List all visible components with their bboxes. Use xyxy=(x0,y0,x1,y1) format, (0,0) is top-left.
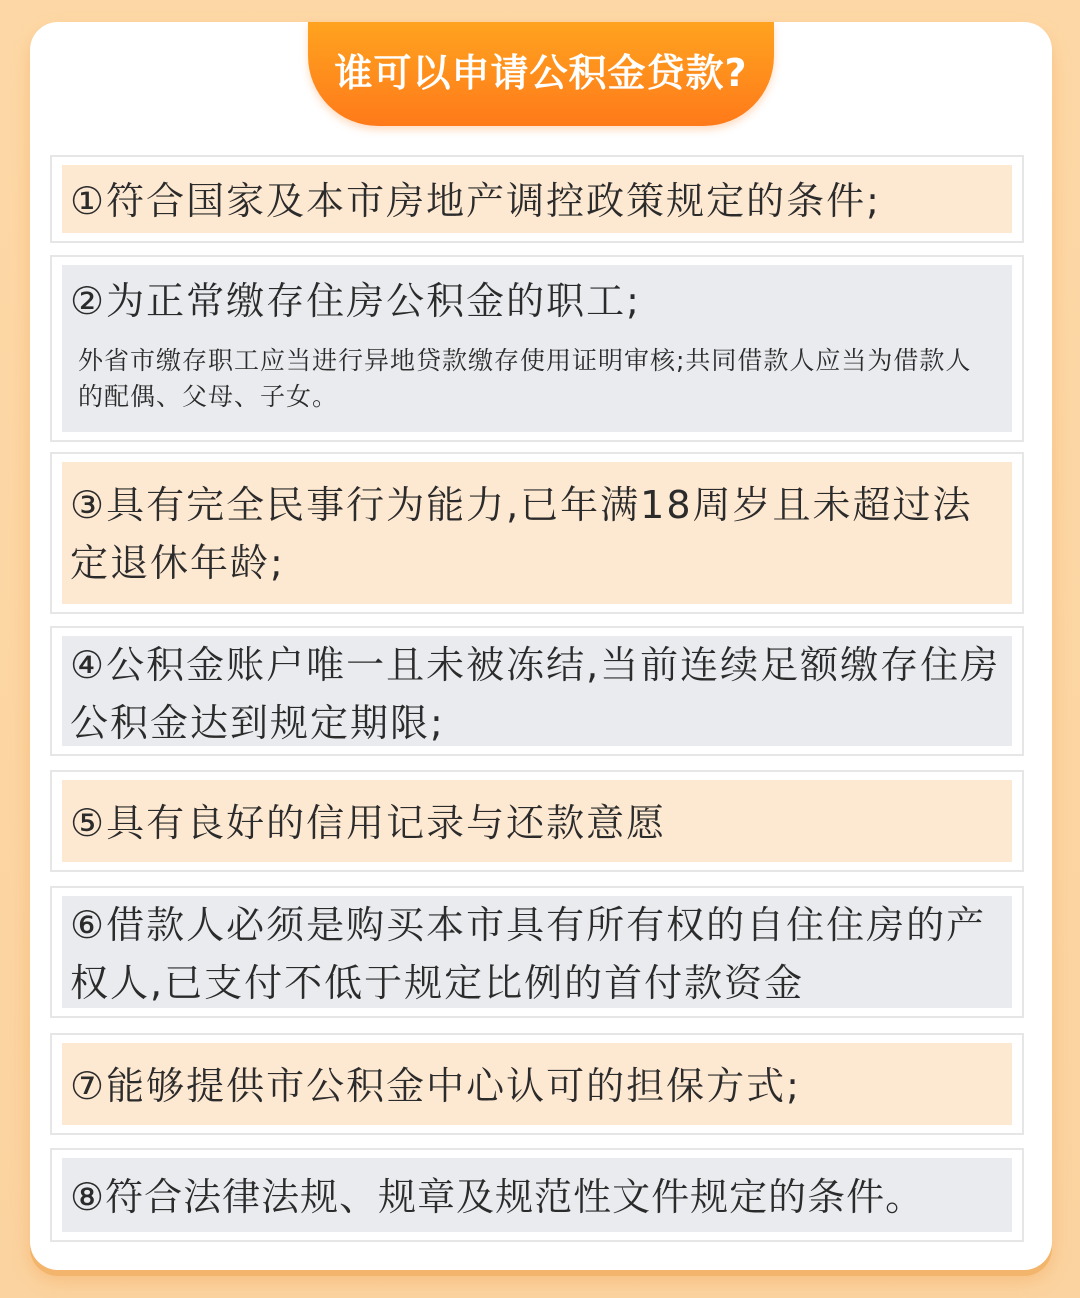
list-item-6 xyxy=(50,886,1024,1018)
list-item-1-text: ①符合国家及本市房地产调控政策规定的条件; xyxy=(70,179,881,223)
list-item-7 xyxy=(50,1033,1024,1135)
list-item-5-text: ⑤具有良好的信用记录与还款意愿 xyxy=(70,801,667,845)
list-item-3 xyxy=(50,452,1024,614)
list-item-8-highlight xyxy=(62,1158,1012,1232)
list-item-4-highlight xyxy=(62,636,1012,746)
page-title: 谁可以申请公积金贷款? xyxy=(334,50,748,95)
list-item-3-highlight xyxy=(62,462,1012,604)
list-item-7-highlight xyxy=(62,1043,1012,1125)
list-item-6-highlight xyxy=(62,896,1012,1008)
list-item-4 xyxy=(50,626,1024,756)
list-item-4-text: ④公积金账户唯一且未被冻结,当前连续足额缴存住房公积金达到规定期限; xyxy=(70,643,1001,745)
list-item-1 xyxy=(50,155,1024,243)
list-item-2-text: ②为正常缴存住房公积金的职工; xyxy=(70,279,641,323)
list-item-2-highlight xyxy=(62,265,1012,432)
list-item-1-highlight xyxy=(62,165,1012,233)
list-item-2-note: 外省市缴存职工应当进行异地贷款缴存使用证明审核;共同借款人应当为借款人的配偶、父母、子女。 xyxy=(78,346,972,411)
list-item-3-text: ③具有完全民事行为能力,已年满18周岁且未超过法定退休年龄; xyxy=(70,483,973,585)
list-item-5 xyxy=(50,770,1024,872)
list-item-7-text: ⑦能够提供市公积金中心认可的担保方式; xyxy=(70,1064,801,1108)
title-banner xyxy=(308,22,774,126)
list-item-5-highlight xyxy=(62,780,1012,862)
list-item-8 xyxy=(50,1148,1024,1242)
list-item-2 xyxy=(50,255,1024,442)
list-item-8-text: ⑧符合法律法规、规章及规范性文件规定的条件。 xyxy=(70,1175,925,1219)
list-item-6-text: ⑥借款人必须是购买本市具有所有权的自住住房的产权人,已支付不低于规定比例的首付款资金 xyxy=(70,903,987,1005)
